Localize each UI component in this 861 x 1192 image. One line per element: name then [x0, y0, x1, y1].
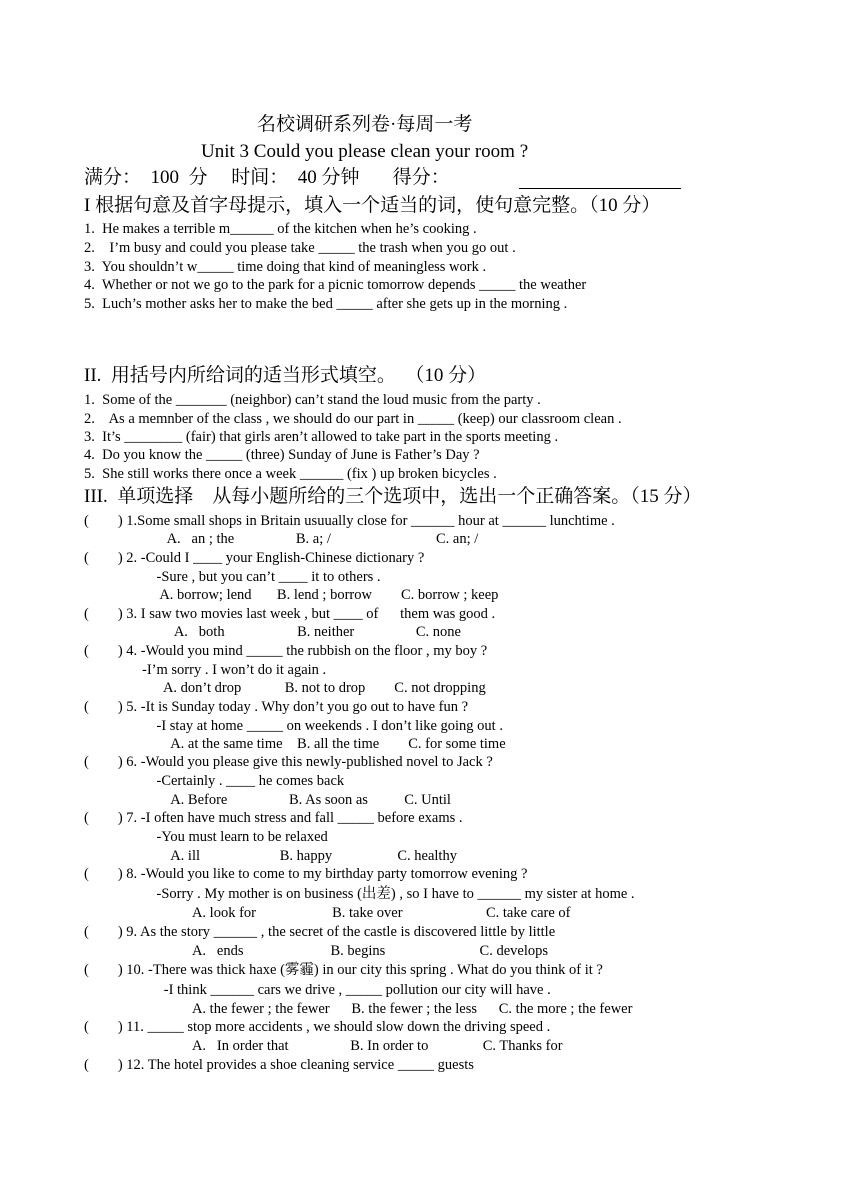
mc-question-line: ( ) 2. -Could I ____ your English-Chinese dictionary ?	[84, 550, 425, 566]
mc-options-line: A. Before B. As soon as C. Until	[84, 792, 451, 808]
section-1-item: 2. I’m busy and could you please take _____ the trash when you go out .	[84, 240, 516, 256]
mc-options-line: A. at the same time B. all the time C. for some time	[84, 736, 506, 752]
mc-options-line: A. the fewer ; the fewer B. the fewer ; the less C. the more ; the fewer	[84, 1001, 633, 1017]
mc-question-line: -I’m sorry . I won’t do it again .	[84, 662, 327, 678]
mc-options-line: A. ill B. happy C. healthy	[84, 848, 457, 864]
mc-question-line: -Sure , but you can’t ____ it to others .	[84, 569, 381, 585]
mc-question-line: ( ) 8. -Would you like to come to my birthday party tomorrow evening ?	[84, 866, 528, 882]
section-2-heading: II. 用括号内所给词的适当形式填空。 （10 分）	[84, 365, 487, 386]
score-blank-line	[519, 188, 681, 189]
score-time-line: 满分： 100 分 时间： 40 分钟 得分：	[84, 167, 450, 188]
mc-options-line: A. ends B. begins C. develops	[84, 943, 548, 959]
mc-options-line: A. In order that B. In order to C. Thanks for	[84, 1038, 563, 1054]
mc-question-line: ( ) 3. I saw two movies last week , but ____ of them was good .	[84, 606, 496, 622]
section-1-heading: I 根据句意及首字母提示，填入一个适当的词，使句意完整。（10 分）	[84, 195, 661, 216]
mc-question-line: ( ) 6. -Would you please give this newly-published novel to Jack ?	[84, 754, 493, 770]
mc-options-line: A. don’t drop B. not to drop C. not dropping	[84, 680, 486, 696]
mc-question-line: ( ) 9. As the story ______ , the secret of the castle is discovered little by little	[84, 924, 556, 940]
mc-question-line: -Sorry . My mother is on business (出差) , so I have to ______ my sister at home .	[84, 886, 635, 902]
mc-options-line: A. both B. neither C. none	[84, 624, 461, 640]
mc-question-line: -You must learn to be relaxed	[84, 829, 328, 845]
section-3-heading: III. 单项选择 从每小题所给的三个选项中，选出一个正确答案。（15 分）	[84, 486, 702, 507]
section-1-item: 4. Whether or not we go to the park for a picnic tomorrow depends _____ the weather	[84, 277, 587, 293]
section-2-item: 5. She still works there once a week ______ (fix ) up broken bicycles .	[84, 466, 497, 482]
mc-question-line: -Certainly . ____ he comes back	[84, 773, 345, 789]
section-2-item: 4. Do you know the _____ (three) Sunday of June is Father’s Day ?	[84, 447, 480, 463]
mc-question-line: -I stay at home _____ on weekends . I don’t like going out .	[84, 718, 503, 734]
mc-question-line: ( ) 11. _____ stop more accidents , we should slow down the driving speed .	[84, 1019, 551, 1035]
mc-options-line: A. an ; the B. a; / C. an; /	[84, 531, 479, 547]
section-1-item: 1. He makes a terrible m______ of the kitchen when he’s cooking .	[84, 221, 477, 237]
mc-options-line: A. look for B. take over C. take care of	[84, 905, 571, 921]
section-1-item: 3. You shouldn’t w_____ time doing that kind of meaningless work .	[84, 259, 487, 275]
mc-question-line: ( ) 7. -I often have much stress and fall _____ before exams .	[84, 810, 463, 826]
mc-question-line: ( ) 12. The hotel provides a shoe cleaning service _____ guests	[84, 1057, 474, 1073]
mc-question-line: ( ) 1.Some small shops in Britain usuually close for ______ hour at ______ lunchtime .	[84, 513, 615, 529]
section-2-item: 3. It’s ________ (fair) that girls aren’t allowed to take part in the sports meeting .	[84, 429, 559, 445]
mc-options-line: A. borrow; lend B. lend ; borrow C. borrow ; keep	[84, 587, 499, 603]
mc-question-line: -I think ______ cars we drive , _____ pollution our city will have .	[84, 982, 551, 998]
exam-series-title: 名校调研系列卷·每周一考	[257, 114, 473, 135]
mc-question-line: ( ) 4. -Would you mind _____ the rubbish on the floor , my boy ?	[84, 643, 488, 659]
mc-question-line: ( ) 5. -It is Sunday today . Why don’t you go out to have fun ?	[84, 699, 469, 715]
section-2-item: 2. As a memnber of the class , we should do our part in _____ (keep) our classroom clean .	[84, 411, 622, 427]
section-2-item: 1. Some of the _______ (neighbor) can’t stand the loud music from the party .	[84, 392, 541, 408]
unit-title: Unit 3 Could you please clean your room ?	[201, 141, 529, 162]
mc-question-line: ( ) 10. -There was thick haxe (雾霾) in our city this spring . What do you think of it ?	[84, 962, 603, 978]
section-1-item: 5. Luch’s mother asks her to make the bed _____ after she gets up in the morning .	[84, 296, 568, 312]
